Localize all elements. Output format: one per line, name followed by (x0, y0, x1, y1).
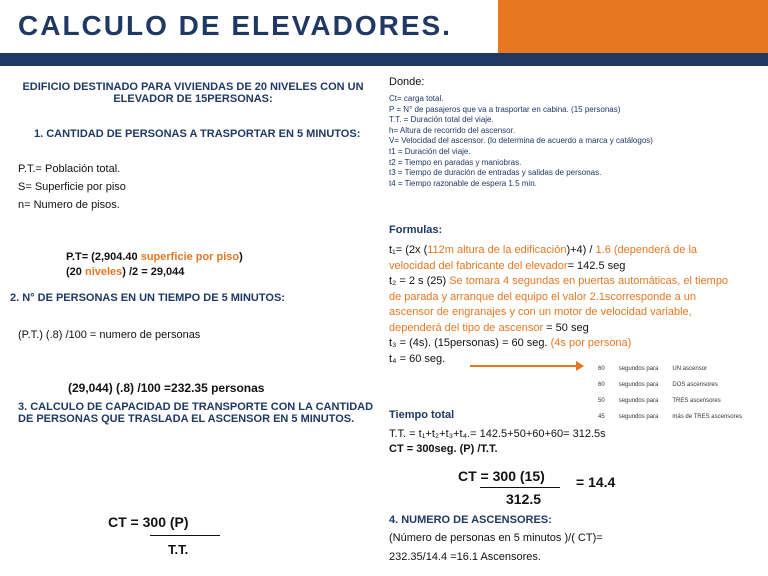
table-cell: 60 (598, 382, 605, 388)
arrow-line (470, 365, 578, 367)
t1-speed-note: velocidad del fabricante del elevador (389, 259, 568, 272)
section3-heading (18, 401, 373, 425)
def-item: t2 = Tiempo en paradas y maniobras. (389, 157, 522, 167)
def-item: h= Altura de recorrido del ascensor. (389, 125, 516, 135)
formulas-block (389, 243, 728, 367)
page-title: CALCULO DE ELEVADORES. (18, 10, 452, 41)
def-s: S= Superficie por piso (18, 181, 126, 193)
def-pt: P.T.= Población total. (18, 163, 121, 175)
def-item: t1 = Duración del viaje. (389, 146, 471, 156)
t4-line: t₄ = 60 seg. (389, 352, 446, 365)
t3-note: (4s por persona) (550, 337, 632, 349)
table-cell: segundos para (618, 398, 659, 404)
t1-height: 112m altura de la edificación (427, 244, 567, 256)
definitions-list (389, 94, 653, 189)
def-item: T.T. = Duración total del viaje. (389, 115, 494, 125)
ct-formula-line: CT = 300seg. (P) /T.T. (389, 443, 498, 455)
section3-line1: 3. CALCULO DE CAPACIDAD DE TRANSPORTE CON LA CANTIDAD (18, 401, 374, 413)
t2-line3: ascensor de engranajes y con un motor de velocidad variable, (389, 306, 692, 318)
t3-line (389, 336, 728, 352)
ct-formula-denominator: T.T. (168, 542, 189, 557)
calc-levels-text: (20 (66, 266, 85, 278)
formulas-title: Formulas: (389, 224, 443, 236)
def-item: t3 = Tiempo de duración de entradas y salidas de personas. (389, 168, 602, 178)
section4-heading: 4. NUMERO DE ASCENSORES: (389, 514, 552, 526)
table-row (598, 410, 754, 424)
title-bar (0, 0, 768, 66)
t2-line2: de parada y arranque del equipo el valor 2.1scorresponde a un (389, 290, 696, 303)
tt-formula: T.T. = t₁+t₂+t₃+t₄.= 142.5+50+60+60= 312.5s (389, 428, 606, 440)
table-cell: segundos para (618, 382, 659, 388)
table-cell: TRES ascensores (672, 398, 721, 404)
t3-text: t₃ = (4s). (15personas) = 60 seg. (389, 337, 551, 349)
t1-line1 (389, 243, 728, 259)
section1-heading: 1. CANTIDAD DE PERSONAS A TRASPORTAR EN 5 MINUTOS: (34, 128, 361, 140)
calc-pt-line1 (66, 251, 243, 263)
t1-text2: )+4) / (566, 244, 596, 256)
building-heading-line2: ELEVADOR DE 15PERSONAS: (113, 93, 273, 105)
calc-levels-highlight: niveles (84, 266, 123, 278)
def-item: P = N° de pasajeros que va a trasportar en cabina. (15 personas) (389, 104, 621, 114)
calc-pt-close: ) (239, 251, 243, 263)
calc-pt-line2 (66, 266, 184, 278)
def-item: Ct= carga total. (389, 94, 444, 103)
table-row (598, 378, 754, 392)
building-heading-line1: EDIFICIO DESTINADO PARA VIVIENDAS DE 20 NIVELES CON UN (22, 81, 364, 93)
t2-result: = 50 seg (543, 321, 589, 334)
table-row (598, 362, 754, 376)
table-cell: 60 (598, 366, 605, 372)
ct-formula-numerator: CT = 300 (P) (108, 514, 189, 530)
table-row (598, 394, 754, 408)
tiempo-total-title: Tiempo total (389, 409, 455, 421)
ct2-numerator: CT = 300 (15) (458, 468, 545, 484)
result-persons: (29,044) (.8) /100 =232.35 personas (68, 381, 265, 395)
num-ascensores-line1: (Número de personas en 5 minutos )/( CT)= (389, 532, 603, 544)
calc-pt-text: P.T= (2,904.40 (66, 251, 141, 263)
orange-accent-block (498, 0, 768, 53)
ct2-result: = 14.4 (576, 474, 616, 490)
ct-fraction-bar (150, 535, 220, 536)
section3-line2: DE PERSONAS QUE TRASLADA EL ASCENSOR EN 5 MINUTOS. (18, 413, 355, 425)
t1-text: t₁= (2x ( (389, 244, 428, 256)
donde-label: Donde: (389, 76, 425, 88)
calc-levels-result: ) /2 = 29,044 (122, 266, 185, 278)
t1-speed: 1.6 (dependerá de la (595, 244, 698, 256)
table-cell: segundos para (618, 366, 659, 372)
t2-note-end: dependerá del tipo de ascensor (389, 321, 544, 334)
wait-time-table (596, 360, 756, 426)
table-cell: más de TRES ascensores (672, 414, 742, 420)
ct2-denominator: 312.5 (506, 491, 542, 507)
calc-pt-highlight: superficie por piso (140, 251, 240, 263)
def-item: t4 = Tiempo razonable de espera 1.5 min. (389, 178, 537, 188)
def-item: V= Velocidad del ascensor. (lo determina de acuerdo a marca y catálogos) (389, 136, 653, 146)
table-cell: segundos para (618, 414, 659, 420)
formula-persons: (P.T.) (.8) /100 = numero de personas (18, 329, 201, 341)
t1-line2 (389, 259, 728, 275)
table-cell: UN ascensor (672, 366, 708, 372)
t1-result: = 142.5 seg (567, 259, 626, 272)
num-ascensores-line2: 232.35/14.4 =16.1 Ascensores. (389, 551, 541, 563)
table-cell: 45 (598, 414, 605, 420)
def-n: n= Numero de pisos. (18, 199, 120, 211)
arrow-right-icon (576, 361, 584, 371)
t2-note: Se tomara 4 segundas en puertas automáticas, el tiempo (449, 275, 729, 287)
ct2-fraction-bar (480, 487, 560, 488)
building-heading (18, 81, 368, 105)
table-cell: DOS ascensores (672, 382, 718, 388)
navy-divider (0, 53, 768, 66)
t2-line1 (389, 274, 728, 290)
section2-heading: 2. N° DE PERSONAS EN UN TIEMPO DE 5 MINUTOS: (10, 292, 285, 304)
t2-line4 (389, 321, 728, 337)
table-cell: 50 (598, 398, 605, 404)
t2-text: t₂ = 2 s (25) (389, 275, 450, 287)
